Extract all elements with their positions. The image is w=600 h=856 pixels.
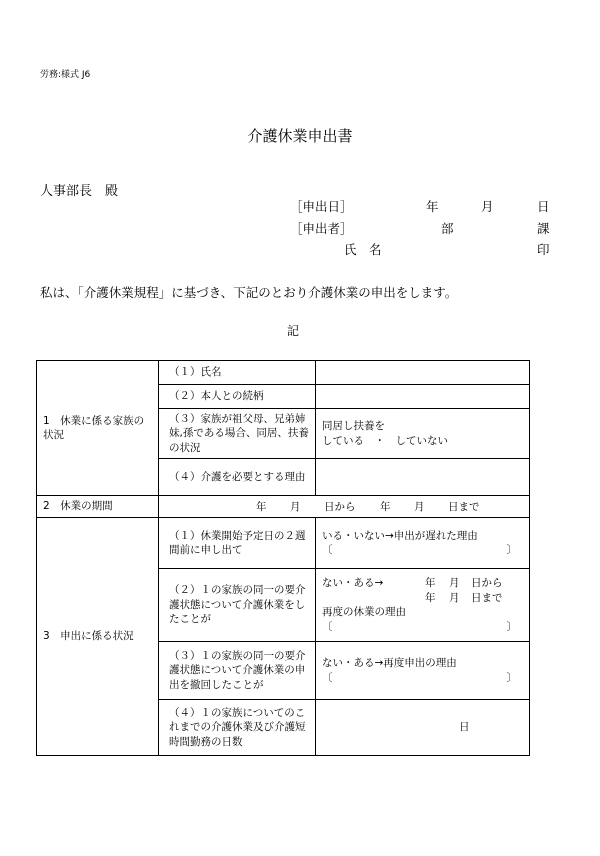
notice-options[interactable]: いる・いない→申出が遅れた理由 xyxy=(322,529,478,542)
section3-a3 xyxy=(316,642,530,700)
section3-a4[interactable] xyxy=(316,700,530,756)
addressee: 人事部長 殿 xyxy=(40,184,119,199)
section3-q2: （２）１の家族の同一の要介護状態について介護休業をしたことが xyxy=(159,569,316,642)
withdrawal-reason-field[interactable]: 〔 〕 xyxy=(322,671,517,684)
date-label: ［申出日］ xyxy=(290,199,353,214)
section3-label: 3 申出に係る状況 xyxy=(37,518,159,756)
section3-a1 xyxy=(316,518,530,569)
table-row xyxy=(37,361,530,385)
form-code: 労務:様式 J6 xyxy=(40,70,91,80)
seal-label: 印 xyxy=(537,242,550,257)
period-month1: 月 xyxy=(290,500,301,513)
application-table xyxy=(36,360,530,756)
section1-q4: （４）介護を必要とする理由 xyxy=(159,459,316,496)
section1-label: 1 休業に係る家族の状況 xyxy=(37,361,159,496)
days-unit: 日 xyxy=(459,721,470,734)
section3-a2 xyxy=(316,569,530,642)
period-from: 日から xyxy=(324,500,356,513)
date-day: 日 xyxy=(537,199,550,214)
table-row xyxy=(37,518,530,569)
cohabit-label: 同居し扶養を xyxy=(322,420,385,432)
date-month: 月 xyxy=(481,199,494,214)
table-row xyxy=(37,496,530,518)
section1-a1-field[interactable] xyxy=(316,361,530,385)
ki-heading: 記 xyxy=(286,324,299,338)
period-year2: 年 xyxy=(380,500,391,513)
reapply-reason-label: 再度の休業の理由 xyxy=(322,606,406,618)
department-label: 部 xyxy=(441,221,454,236)
reapply-reason-field[interactable]: 〔 〕 xyxy=(322,620,517,633)
section1-q3: （３）家族が祖父母、兄弟姉妹,孫である場合、同居、扶養の状況 xyxy=(159,409,316,459)
late-reason-field[interactable]: 〔 〕 xyxy=(322,544,517,556)
section1-a4-field[interactable] xyxy=(316,459,530,496)
section3-q1: （１）休業開始予定日の２週間前に申し出て xyxy=(159,518,316,569)
period-year1: 年 xyxy=(256,500,267,513)
section2-label: 2 休業の期間 xyxy=(37,496,159,518)
period-until: 日まで xyxy=(448,500,480,513)
section3-q3: （３）１の家族の同一の要介護状態について介護休業の申出を撤回したことが xyxy=(159,642,316,700)
date-year: 年 xyxy=(426,199,439,214)
intro-statement: 私は、「介護休業規程」に基づき、下記のとおり介護休業の申出をします。 xyxy=(40,285,458,300)
prior-leave-from[interactable]: ない・ある→ 年 月 日から xyxy=(322,577,503,589)
prior-leave-until[interactable]: 年 月 日まで xyxy=(425,591,503,604)
period-month2: 月 xyxy=(414,500,425,513)
section1-a3 xyxy=(316,409,530,459)
section1-q1: （１）氏名 xyxy=(159,361,316,385)
withdrawal-options[interactable]: ない・ある→再度申出の理由 xyxy=(322,657,457,669)
cohabit-options[interactable]: している ・ していない xyxy=(322,434,448,447)
section3-q4: （４）１の家族についてのこれまでの介護休業及び介護短時間勤務の日数 xyxy=(159,700,316,756)
section1-a2-field[interactable] xyxy=(316,385,530,409)
section1-q2: （２）本人との続柄 xyxy=(159,385,316,409)
page-title: 介護休業申出書 xyxy=(247,127,353,145)
applicant-label: ［申出者］ xyxy=(290,221,353,236)
name-label: 氏 名 xyxy=(344,242,382,257)
leave-period[interactable] xyxy=(159,496,530,518)
section-label: 課 xyxy=(537,221,550,236)
